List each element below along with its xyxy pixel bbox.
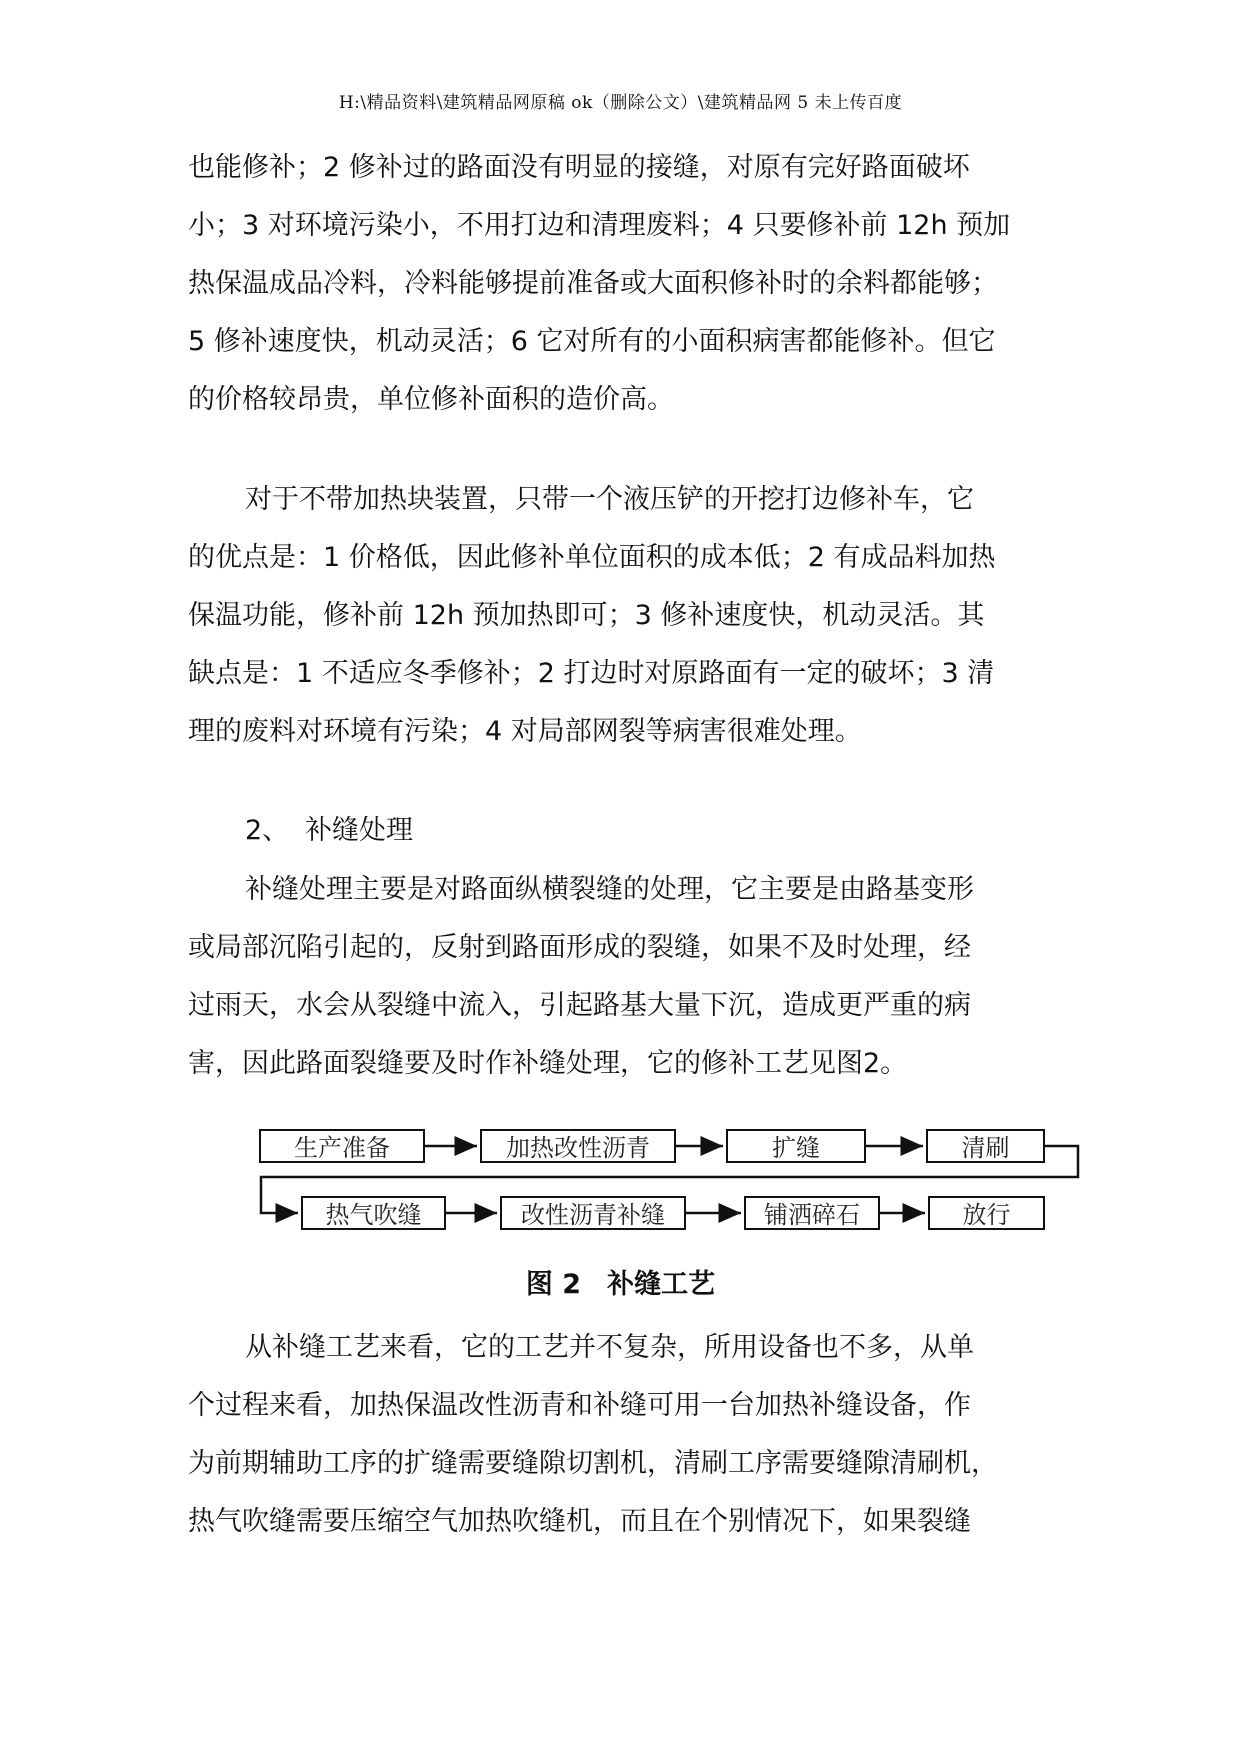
flow-step-5: 热气吹缝 bbox=[301, 1196, 446, 1230]
paragraph-line: 热保温成品冷料，冷料能够提前准备或大面积修补时的余料都能够； bbox=[188, 268, 998, 299]
paragraph-line: 害，因此路面裂缝要及时作补缝处理，它的修补工艺见图2。 bbox=[188, 1048, 908, 1079]
file-path-header: H:\精品资料\建筑精品网原稿 ok（删除公文）\建筑精品网 5 未上传百度 bbox=[338, 93, 903, 113]
flow-step-2: 加热改性沥青 bbox=[480, 1129, 676, 1163]
paragraph-line: 的价格较昂贵，单位修补面积的造价高。 bbox=[188, 384, 674, 415]
paragraph-line: 理的废料对环境有污染；4 对局部网裂等病害很难处理。 bbox=[188, 716, 862, 747]
paragraph-line: 对于不带加热块装置，只带一个液压铲的开挖打边修补车，它 bbox=[245, 484, 974, 515]
paragraph-line: 5 修补速度快，机动灵活；6 它对所有的小面积病害都能修补。但它 bbox=[188, 326, 996, 357]
paragraph-line: 热气吹缝需要压缩空气加热吹缝机，而且在个别情况下，如果裂缝 bbox=[188, 1506, 971, 1537]
flow-step-8: 放行 bbox=[928, 1196, 1045, 1230]
flow-step-6: 改性沥青补缝 bbox=[500, 1196, 686, 1230]
figure-number: 图 2 bbox=[525, 1269, 582, 1300]
section-number: 2、 bbox=[245, 815, 290, 846]
paragraph-line: 为前期辅助工序的扩缝需要缝隙切割机，清刷工序需要缝隙清刷机， bbox=[188, 1448, 998, 1479]
paragraph-line: 缺点是：1 不适应冬季修补；2 打边时对原路面有一定的破坏；3 清 bbox=[188, 658, 995, 689]
paragraph-line: 从补缝工艺来看，它的工艺并不复杂，所用设备也不多，从单 bbox=[245, 1332, 974, 1363]
flow-step-4: 清刷 bbox=[926, 1129, 1045, 1163]
section-title: 补缝处理 bbox=[305, 815, 413, 846]
flow-step-7: 铺洒碎石 bbox=[744, 1196, 880, 1230]
paragraph-line: 过雨天，水会从裂缝中流入，引起路基大量下沉，造成更严重的病 bbox=[188, 990, 971, 1021]
paragraph-line: 的优点是：1 价格低，因此修补单位面积的成本低；2 有成品料加热 bbox=[188, 542, 996, 573]
paragraph-line: 个过程来看，加热保温改性沥青和补缝可用一台加热补缝设备，作 bbox=[188, 1390, 971, 1421]
figure-caption bbox=[0, 1262, 1241, 1301]
flow-step-1: 生产准备 bbox=[259, 1129, 425, 1163]
paragraph-line: 保温功能，修补前 12h 预加热即可；3 修补速度快，机动灵活。其 bbox=[188, 600, 985, 631]
flow-step-3: 扩缝 bbox=[726, 1129, 866, 1163]
paragraph-line: 补缝处理主要是对路面纵横裂缝的处理，它主要是由路基变形 bbox=[245, 874, 974, 905]
figure-title: 补缝工艺 bbox=[607, 1269, 716, 1300]
paragraph-line: 或局部沉陷引起的，反射到路面形成的裂缝，如果不及时处理，经 bbox=[188, 932, 971, 963]
paragraph-line: 也能修补；2 修补过的路面没有明显的接缝，对原有完好路面破坏 bbox=[188, 152, 970, 183]
section-heading bbox=[245, 808, 413, 847]
paragraph-line: 小；3 对环境污染小，不用打边和清理废料；4 只要修补前 12h 预加 bbox=[188, 210, 1011, 241]
